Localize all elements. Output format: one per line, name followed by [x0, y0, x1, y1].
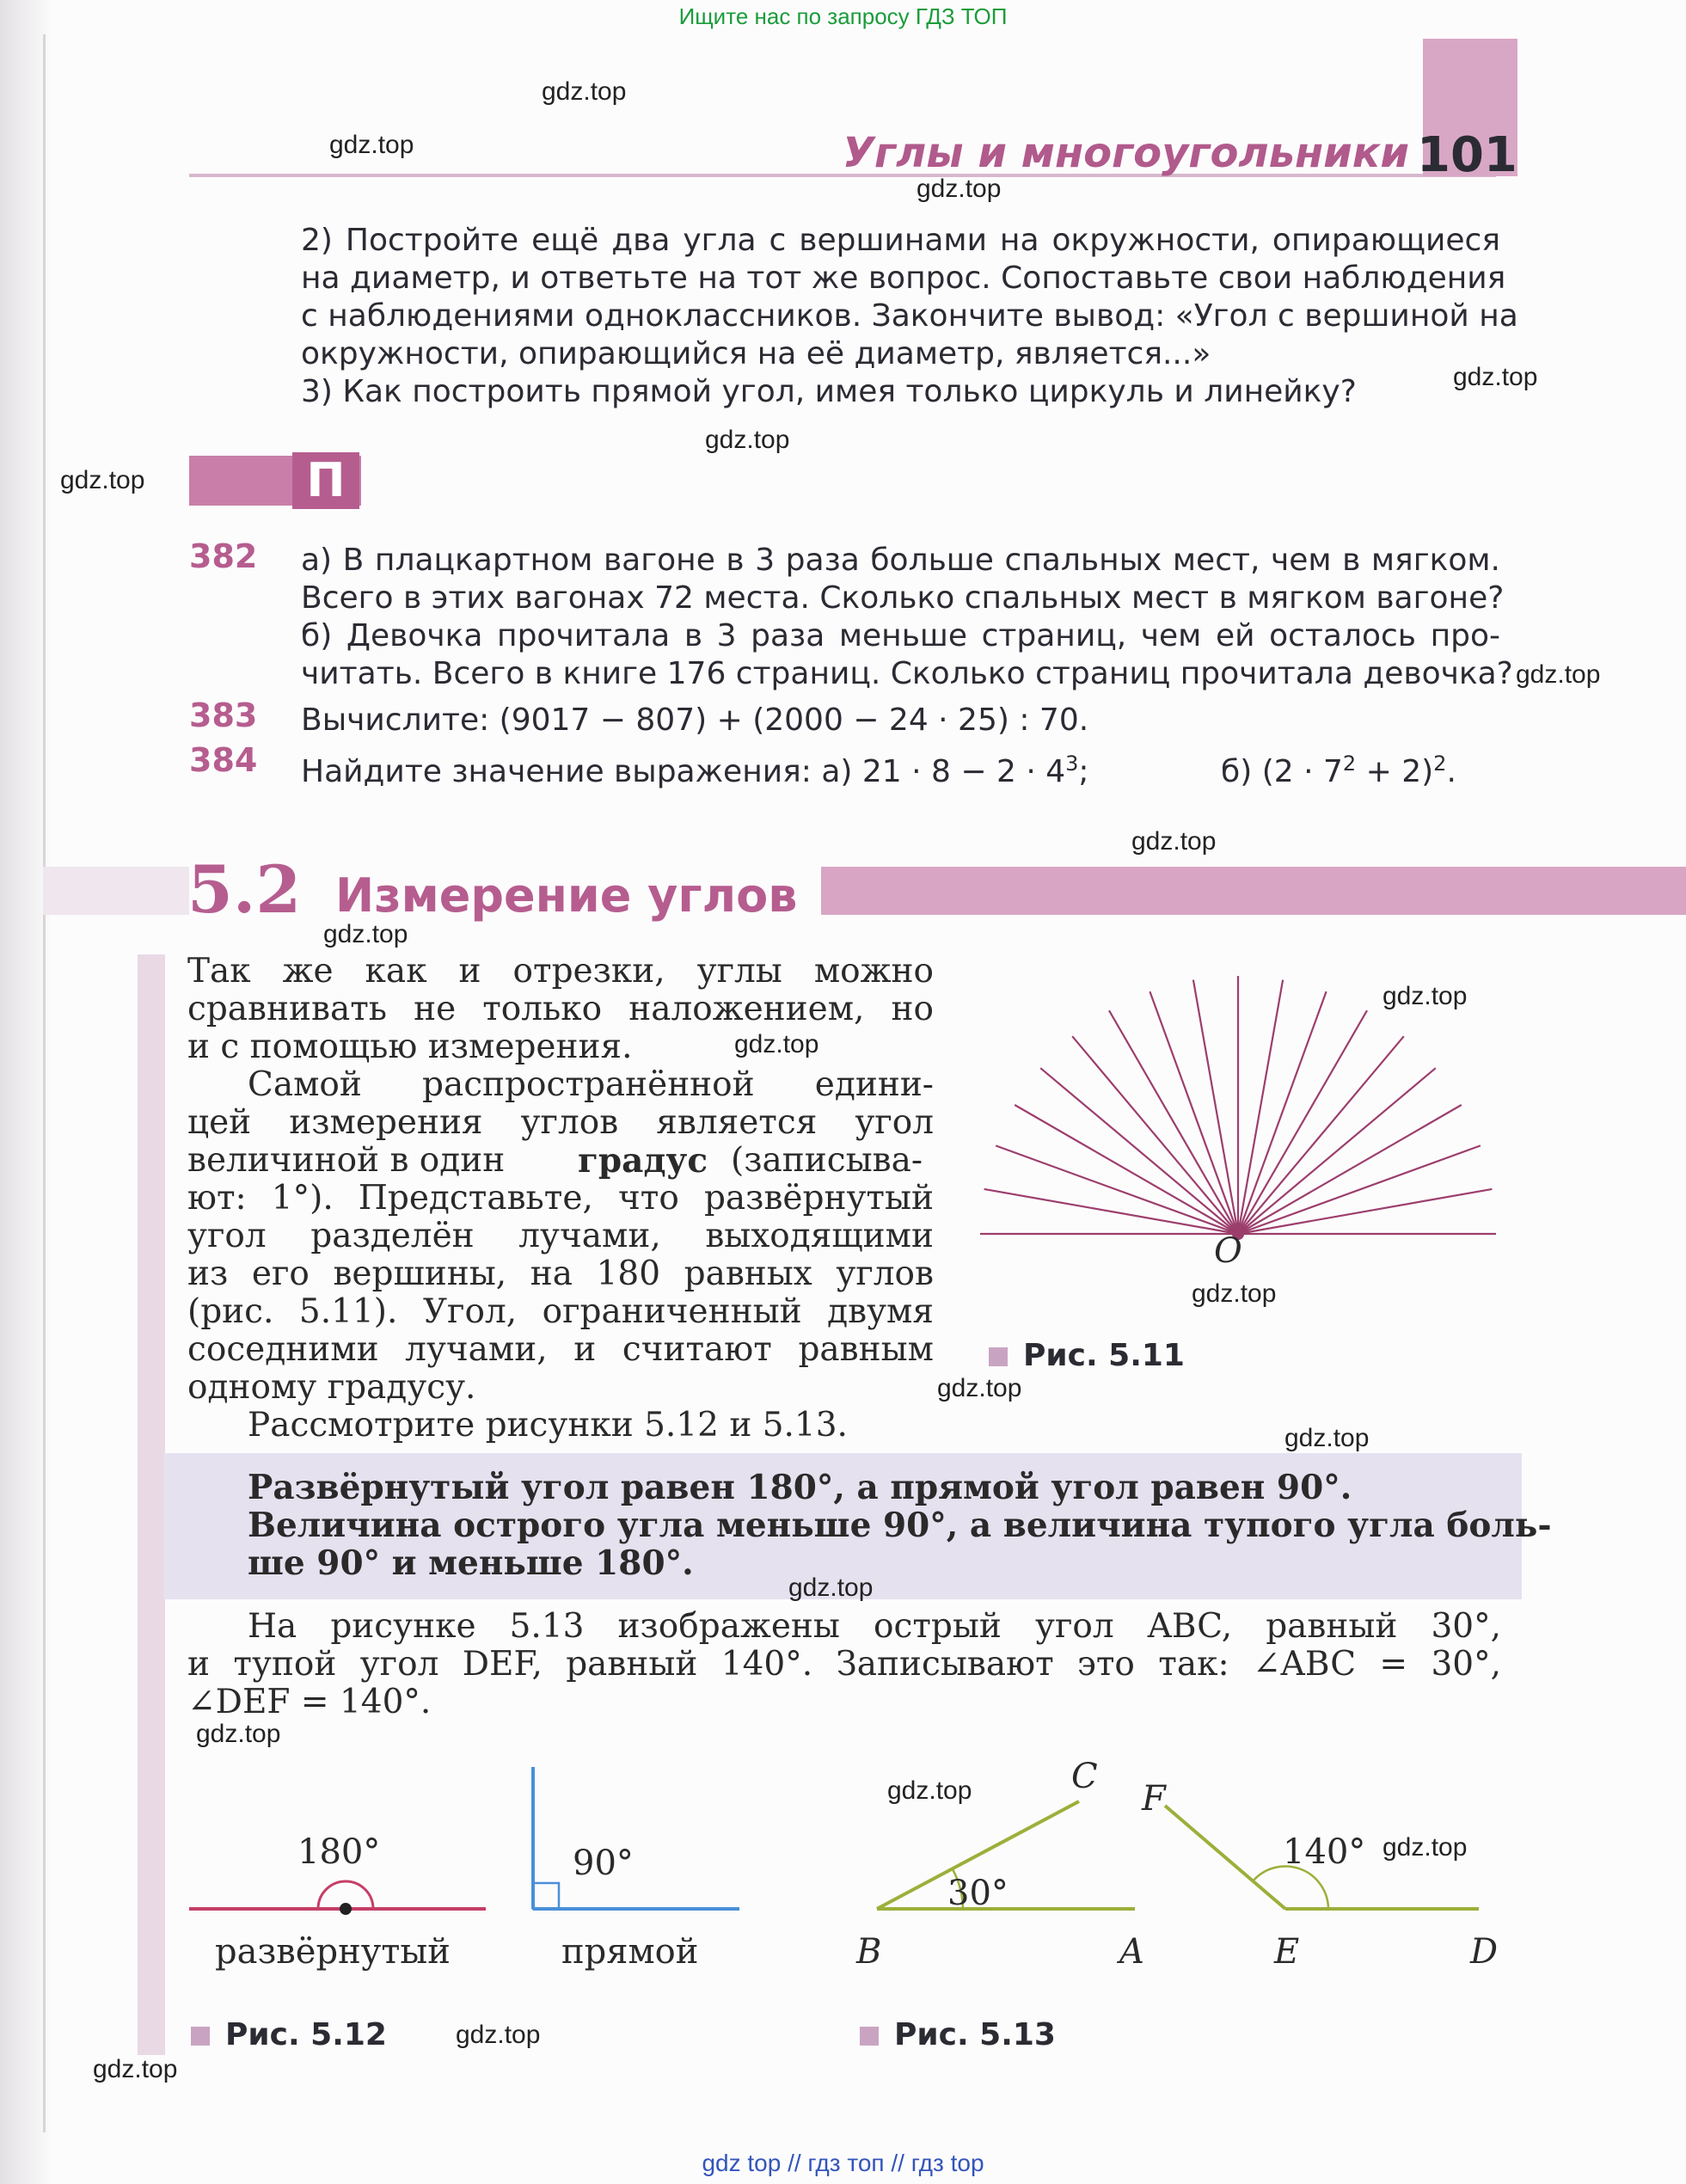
obtuse-angle-value: 140°: [1283, 1832, 1366, 1872]
task-384-a-exp: 3: [1065, 752, 1079, 776]
watermark: gdz.top: [788, 1574, 874, 1602]
watermark: gdz.top: [1516, 660, 1601, 689]
straight-angle-value: 180°: [297, 1832, 381, 1872]
body-line: угол разделён лучами, выходящими: [187, 1217, 934, 1255]
section-number: 5.2: [187, 851, 302, 928]
fig-5-13-caption-text: Рис. 5.13: [894, 2017, 1056, 2052]
caption-marker: [860, 2027, 879, 2046]
body-line: Рассмотрите рисунки 5.12 и 5.13.: [248, 1406, 848, 1445]
straight-angle-vertex: [340, 1903, 352, 1915]
watermark: gdz.top: [1453, 363, 1538, 391]
task-382-line: читать. Всего в книге 176 страниц. Сколько страниц прочитала девочка?: [301, 656, 1513, 691]
watermark: gdz.top: [1383, 1833, 1468, 1862]
watermark: gdz.top: [93, 2055, 178, 2083]
intro-line: на диаметр, и ответьте на тот же вопрос. Сопоставьте свои наблюдения: [301, 261, 1506, 296]
task-382-number: 382: [189, 537, 258, 575]
fig-5-12-caption: [191, 2017, 387, 2052]
intro-line: с наблюдениями одноклассников. Закончите вывод: «Угол с вершиной на: [301, 298, 1518, 334]
fig-5-12: [181, 1745, 765, 1952]
task-384-b-end: .: [1446, 754, 1456, 789]
straight-angle-label: развёрнутый: [215, 1932, 451, 1972]
p-badge-letter: П: [306, 453, 346, 507]
body-line: одному градусу.: [187, 1368, 476, 1407]
task-383-number: 383: [189, 696, 258, 734]
body-line: Так же как и отрезки, углы можно: [187, 952, 934, 991]
body-line: и с помощью измерения.: [187, 1028, 633, 1066]
page-number: 101: [1417, 127, 1517, 183]
watermark: gdz.top: [917, 175, 1002, 203]
body-line: из его вершины, на 180 равных углов: [187, 1255, 934, 1293]
right-angle-label: прямой: [561, 1932, 699, 1972]
rule-line: ше 90° и меньше 180°.: [248, 1543, 694, 1583]
watermark: gdz.top: [329, 131, 414, 159]
task-384-b: [1221, 745, 1456, 791]
task-382-line: б) Девочка прочитала в 3 раза меньше страниц, чем ей осталось про-: [301, 618, 1500, 653]
task-384-b-text1: б) (2 · 7: [1221, 754, 1343, 789]
watermark: gdz.top: [887, 1776, 972, 1805]
body-line: Самой распространённой едини-: [248, 1065, 934, 1104]
section-title: Измерение углов: [335, 868, 798, 923]
body-line: (рис. 5.11). Угол, ограниченный двумя: [187, 1292, 934, 1331]
fig-5-13-caption: [860, 2017, 1056, 2052]
caption-marker: [191, 2027, 210, 2046]
body-term-degree: градус: [578, 1141, 708, 1181]
watermark: gdz.top: [705, 426, 790, 454]
task-382-line: а) В плацкартном вагоне в 3 раза больше спальных мест, чем в мягком.: [301, 543, 1500, 578]
top-banner: Ищите нас по запросу ГДЗ ТОП: [678, 3, 1008, 29]
fig-5-12-caption-text: Рис. 5.12: [225, 2017, 387, 2052]
intro-line: окружности, опирающийся на её диаметр, является...»: [301, 336, 1211, 371]
task-384-b-text2: + 2): [1356, 754, 1434, 789]
task-384-a: [301, 745, 1089, 791]
example-line: ∠DEF = 140°.: [187, 1683, 432, 1721]
point-F-label: F: [1142, 1779, 1166, 1819]
watermark: gdz.top: [196, 1720, 281, 1748]
task-384-a-sep: ;: [1078, 754, 1089, 789]
watermark: gdz.top: [1383, 982, 1468, 1010]
section-band-right: [821, 867, 1686, 915]
right-angle-value: 90°: [573, 1844, 634, 1883]
caption-marker: [989, 1347, 1008, 1366]
body-line: соседними лучами, и считают равным: [187, 1330, 934, 1369]
watermark: gdz.top: [60, 466, 145, 494]
intro-line: 2) Постройте ещё два угла с вершинами на окружности, опирающиеся: [301, 223, 1500, 258]
obtuse-angle-arc: [1253, 1866, 1328, 1909]
watermark: gdz.top: [323, 920, 408, 948]
watermark: gdz.top: [1284, 1424, 1370, 1452]
rule-line: Развёрнутый угол равен 180°, а прямой угол равен 90°.: [248, 1468, 1352, 1507]
page-edge-line: [43, 34, 46, 2132]
acute-angle-value: 30°: [947, 1874, 1009, 1913]
watermark: gdz.top: [937, 1374, 1022, 1402]
task-384-b-exp2: 2: [1433, 752, 1447, 776]
body-line: цей измерения углов является угол: [187, 1103, 934, 1142]
watermark: gdz.top: [1192, 1279, 1277, 1308]
fig-5-11-vertex-label: O: [1214, 1231, 1242, 1271]
task-384-b-exp1: 2: [1342, 752, 1357, 776]
section-band-left: [43, 867, 189, 915]
example-line: и тупой угол DEF, равный 140°. Записывают это так: ∠ABC = 30°,: [187, 1645, 1501, 1684]
body-line: величиной в один: [187, 1141, 506, 1180]
task-384-number: 384: [189, 741, 258, 779]
obtuse-angle-ray-EF: [1165, 1806, 1285, 1909]
rule-line: Величина острого угла меньше 90°, а величина тупого угла боль-: [248, 1506, 1552, 1545]
bottom-footer: gdz top // гдз топ // гдз top: [702, 2150, 984, 2176]
point-A-label: A: [1119, 1932, 1144, 1972]
task-383-text: Вычислите: (9017 − 807) + (2000 − 24 · 25) : 70.: [301, 702, 1089, 738]
intro-line: 3) Как построить прямой угол, имея только циркуль и линейку?: [301, 374, 1357, 409]
watermark: gdz.top: [456, 2021, 541, 2049]
task-384-a-text: Найдите значение выражения: а) 21 · 8 − 2 · 4: [301, 754, 1066, 789]
point-E-label: E: [1274, 1932, 1300, 1972]
watermark: gdz.top: [1131, 827, 1217, 856]
fig-5-11-caption: [989, 1338, 1185, 1373]
right-angle-mark: [533, 1883, 559, 1909]
watermark: gdz.top: [734, 1030, 819, 1058]
fig-5-11-caption-text: Рис. 5.11: [1023, 1338, 1185, 1373]
point-C-label: C: [1071, 1757, 1098, 1796]
body-line: сравнивать не только наложением, но: [187, 990, 934, 1028]
watermark: gdz.top: [542, 77, 627, 106]
point-B-label: B: [856, 1932, 882, 1972]
header-title: Углы и многоугольники: [843, 129, 1409, 177]
example-line: На рисунке 5.13 изображены острый угол ABC, равный 30°,: [248, 1607, 1501, 1646]
fig-5-11-rays: [980, 976, 1496, 1239]
body-side-bar: [138, 954, 165, 2055]
body-line: ют: 1°). Представьте, что развёрнутый: [187, 1179, 934, 1218]
task-382-line: Всего в этих вагонах 72 места. Сколько спальных мест в мягком вагоне?: [301, 580, 1505, 616]
body-line: (записыва-: [731, 1141, 923, 1180]
point-D-label: D: [1470, 1932, 1499, 1972]
